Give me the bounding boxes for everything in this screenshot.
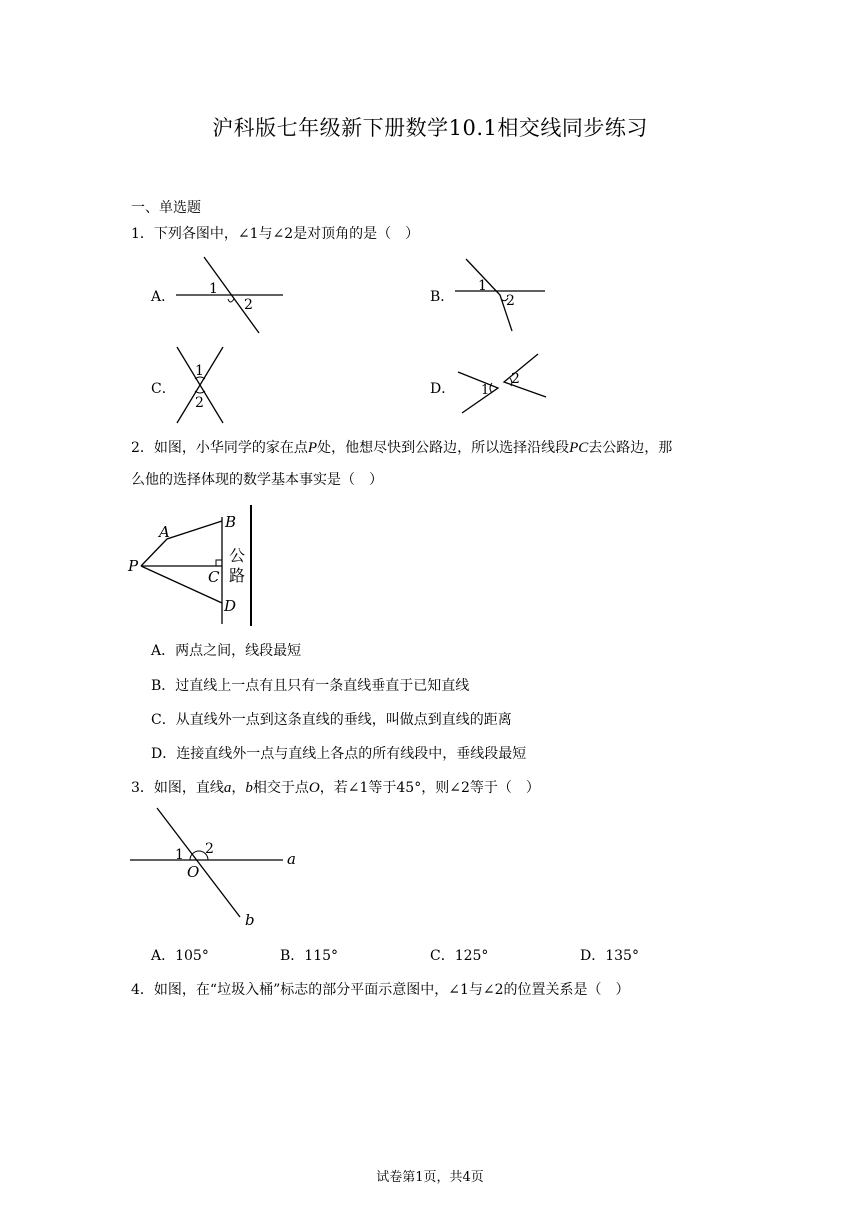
q2-label-c: C xyxy=(208,568,220,586)
q3-stem-line-b: b xyxy=(245,780,253,796)
q1a-label-2: 2 xyxy=(244,297,253,313)
q2-option-c: C．从直线外一点到这条直线的垂线，叫做点到直线的距离 xyxy=(151,712,512,728)
q1-figure-c xyxy=(170,345,230,427)
q1-option-c-label: C． xyxy=(151,381,176,397)
question-3-stem xyxy=(131,778,540,798)
q1d-label-2: 2 xyxy=(511,371,520,387)
q1-figure-b xyxy=(452,255,552,337)
q3-stem-part: 相交于点 xyxy=(252,780,309,796)
q3-option-b: B．115° xyxy=(280,948,339,964)
question-1-stem: 1．下列各图中，∠1与∠2是对顶角的是（ ） xyxy=(131,226,420,242)
section-heading: 一、单选题 xyxy=(131,200,201,216)
q1c-label-2: 2 xyxy=(195,395,204,411)
q3-option-c: C．125° xyxy=(430,948,489,964)
question-2-stem-line-2: 么他的选择体现的数学基本事实是（ ） xyxy=(131,472,383,488)
q2-stem-part: 2．如图，小华同学的家在点 xyxy=(131,440,308,456)
q1-option-b-label: B． xyxy=(430,289,455,305)
q1d-label-1: 1 xyxy=(481,383,490,398)
q3-label-o: O xyxy=(187,863,200,881)
q2-stem-segment-pc: PC xyxy=(569,440,589,456)
q3-label-b: b xyxy=(245,911,255,929)
q2-stem-part: 处，他想尽快到公路边，所以选择沿线段 xyxy=(317,440,570,456)
question-2-stem-line-1 xyxy=(131,438,672,458)
q3-label-a: a xyxy=(287,850,296,868)
q3-option-a: A．105° xyxy=(151,948,209,964)
q1-figure-a xyxy=(170,255,290,337)
q2-label-p: P xyxy=(128,557,139,575)
q3-label-2: 2 xyxy=(205,841,214,857)
q2-label-d: D xyxy=(224,597,237,615)
page-title: 沪科版七年级新下册数学10.1相交线同步练习 xyxy=(212,116,648,140)
q2-option-d: D．连接直线外一点与直线上各点的所有线段中，垂线段最短 xyxy=(151,746,527,762)
q3-stem-part: 3．如图，直线 xyxy=(131,780,224,796)
q2-path-p-a-b xyxy=(141,521,222,566)
question-4-stem: 4．如图，在“垃圾入桶”标志的部分平面示意图中，∠1与∠2的位置关系是（ ） xyxy=(131,982,630,998)
q1-option-a-label: A． xyxy=(151,289,176,305)
q3-stem-line-a: a xyxy=(223,780,232,796)
q1a-label-1: 1 xyxy=(209,281,218,297)
q2-road-label-2: 路 xyxy=(229,566,246,585)
q2-label-b: B xyxy=(225,513,237,531)
q3-label-1: 1 xyxy=(175,847,184,863)
q1a-angle-arc xyxy=(228,299,234,302)
q1b-label-1: 1 xyxy=(478,278,487,294)
q3-option-d: D．135° xyxy=(580,948,639,964)
q2-right-angle-mark xyxy=(216,560,222,566)
q3-figure xyxy=(125,805,305,930)
q2-stem-point-p: P xyxy=(307,440,318,456)
q1-figure-d xyxy=(455,350,551,420)
q1-option-d-label: D． xyxy=(430,381,456,397)
q2-stem-part: 去公路边，那 xyxy=(588,440,673,456)
q2-label-a: A xyxy=(159,523,170,541)
q1c-label-1: 1 xyxy=(195,363,204,379)
page-footer: 试卷第1页，共4页 xyxy=(376,1170,484,1185)
q2-option-a: A．两点之间，线段最短 xyxy=(151,643,302,659)
q2-road-label-1: 公 xyxy=(229,546,246,565)
q3-stem-part: ， xyxy=(231,780,246,796)
q1b-label-2: 2 xyxy=(506,293,515,309)
q3-stem-point-o: O xyxy=(308,780,320,796)
q2-option-b: B．过直线上一点有且只有一条直线垂直于已知直线 xyxy=(151,678,470,694)
q3-stem-part: ，若∠1等于45°，则∠2等于（ ） xyxy=(319,780,540,796)
q2-figure xyxy=(125,502,265,630)
